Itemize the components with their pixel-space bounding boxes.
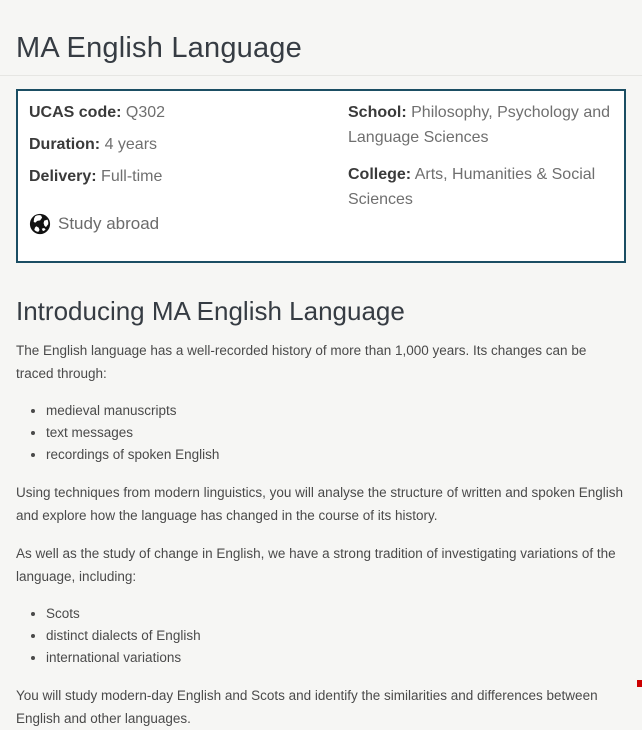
- college-field: [348, 162, 611, 212]
- list-item: • medieval manuscripts: [46, 400, 626, 422]
- variations-list: [16, 603, 626, 669]
- list-item: • distinct dialects of English: [46, 625, 626, 647]
- list-item: • Scots: [46, 603, 626, 625]
- study-abroad-feature: [29, 213, 334, 235]
- delivery-field: [29, 164, 334, 189]
- school-value: Philosophy, Psychology and Language Sciences: [348, 104, 611, 146]
- intro-section-heading: Introducing MA English Language: [16, 296, 405, 326]
- ucas-code-value: Q302: [125, 104, 166, 121]
- list-item: • international variations: [46, 647, 626, 669]
- duration-label: Duration:: [29, 136, 101, 153]
- duration-field: [29, 132, 334, 157]
- course-info-right-column: [348, 100, 611, 235]
- college-value: Arts, Humanities & Social Sciences: [348, 166, 596, 208]
- intro-paragraph-1: The English language has a well-recorded history of more than 1,000 years. Its changes can be traced through:: [16, 343, 587, 381]
- course-info-box: [16, 89, 626, 263]
- list-item: • recordings of spoken English: [46, 444, 626, 466]
- globe-icon: [29, 213, 51, 235]
- college-label: College:: [348, 166, 412, 183]
- intro-paragraph-2: Using techniques from modern linguistics, you will analyse the structure of written and spoken English and explore how the language has changed in the course of its history.: [16, 485, 624, 523]
- course-page: [0, 30, 642, 730]
- intro-paragraph-3: As well as the study of change in English, we have a strong tradition of investigating variations of the language, including:: [16, 546, 616, 584]
- duration-value: 4 years: [104, 136, 158, 153]
- ucas-code-field: [29, 100, 334, 125]
- header-divider: [0, 75, 642, 76]
- red-corner-artifact: [637, 680, 642, 687]
- delivery-label: Delivery:: [29, 168, 97, 185]
- delivery-value: Full-time: [101, 168, 163, 185]
- school-label: School:: [348, 104, 407, 121]
- ucas-code-label: UCAS code:: [29, 104, 122, 121]
- list-item: • text messages: [46, 422, 626, 444]
- course-info-left-column: [29, 100, 334, 235]
- study-abroad-label: Study abroad: [58, 214, 160, 233]
- intro-paragraph-4: You will study modern-day English and Scots and identify the similarities and differences between English and other languages.: [16, 688, 598, 726]
- page-title: MA English Language: [16, 32, 302, 64]
- school-field: [348, 100, 611, 150]
- traced-through-list: [16, 400, 626, 466]
